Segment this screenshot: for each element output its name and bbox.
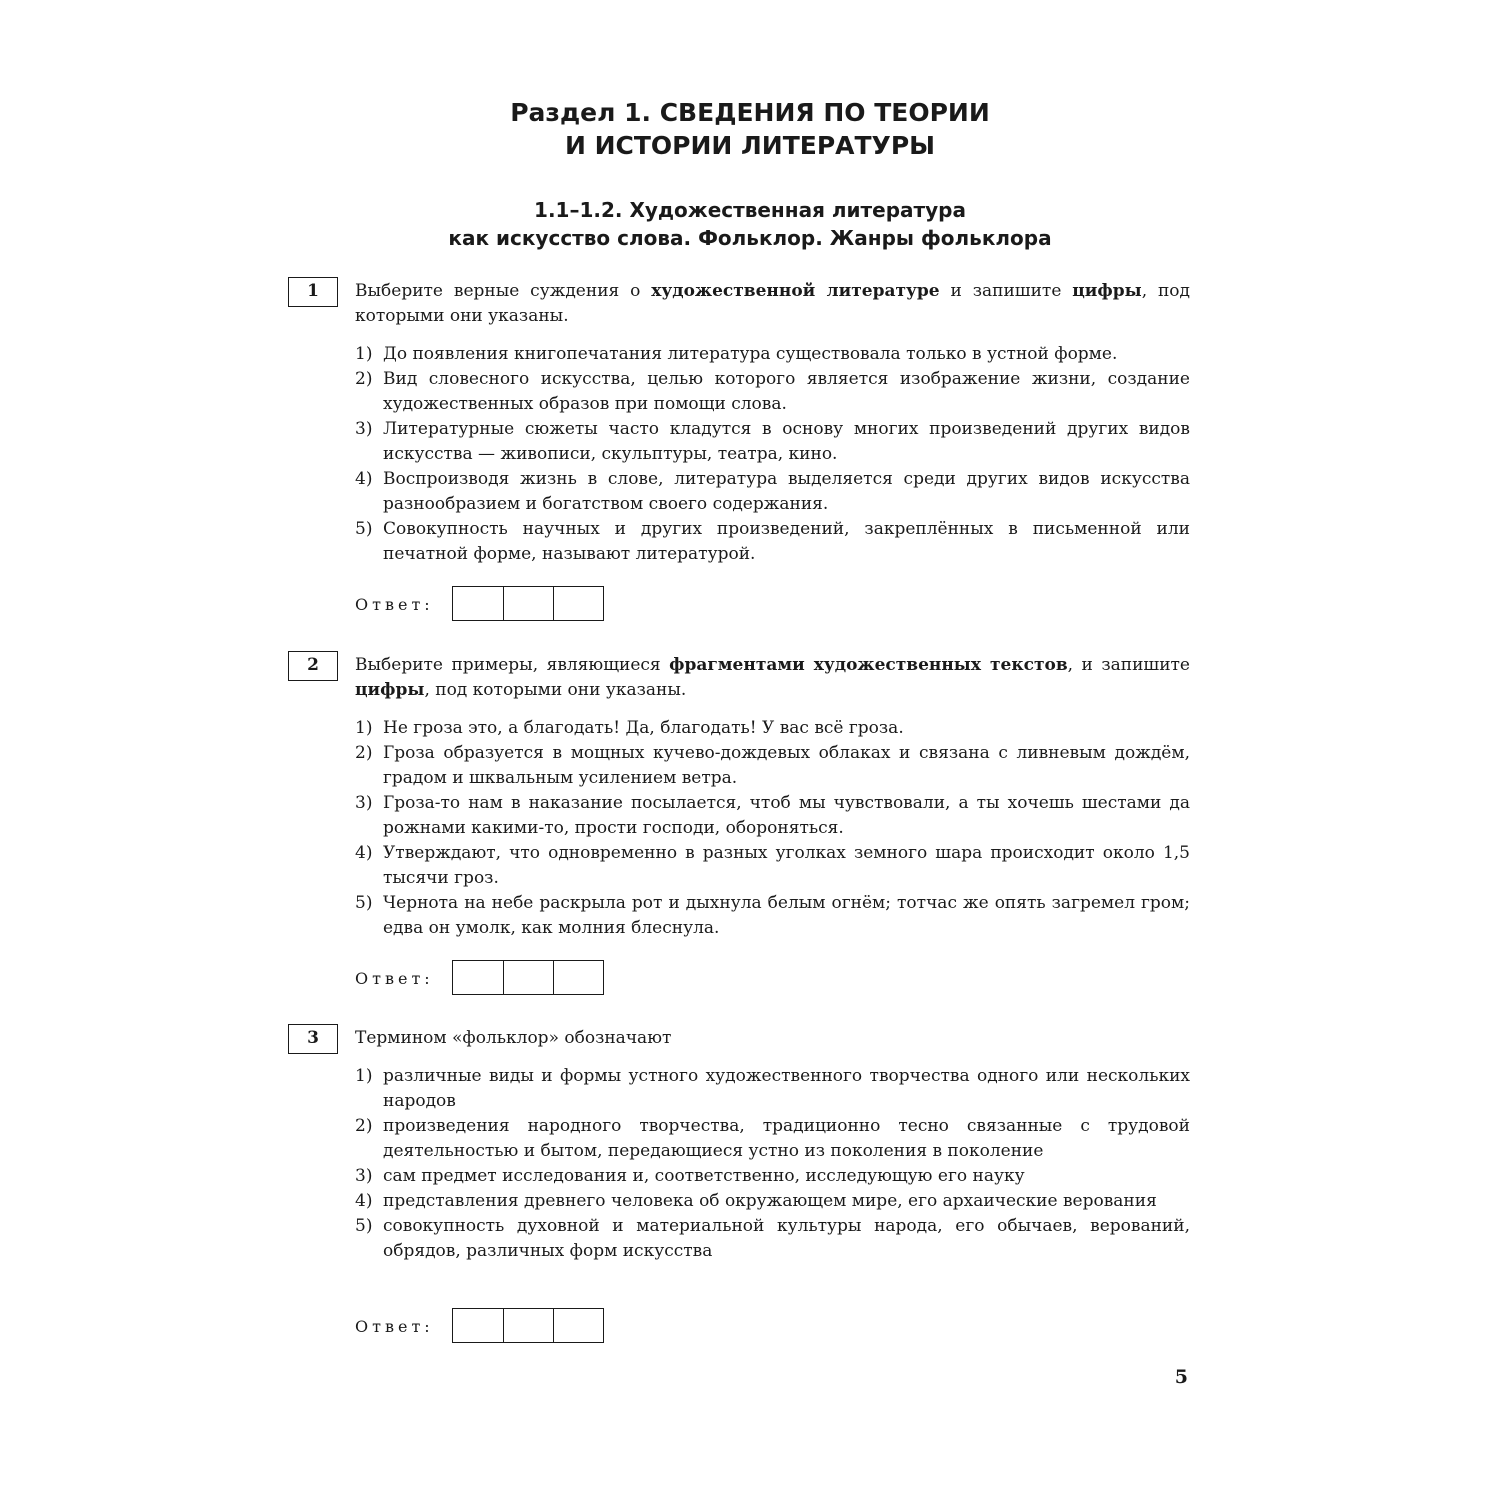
option-text: различные виды и формы устного художественного творчества одного или нескольких народов xyxy=(383,1066,1190,1111)
answer-boxes xyxy=(452,1308,604,1343)
option-item xyxy=(355,716,1190,741)
option-number: 3) xyxy=(355,793,373,813)
answer-cell[interactable] xyxy=(503,961,553,994)
options-list xyxy=(355,716,1190,941)
option-number: 1) xyxy=(355,1066,373,1086)
option-number: 5) xyxy=(355,519,373,539)
answer-cell[interactable] xyxy=(503,587,553,620)
option-text: Совокупность научных и других произведений, закреплённых в письменной или печатной форме, называют литературой. xyxy=(383,519,1190,564)
option-number: 3) xyxy=(355,1166,373,1186)
topic-heading-line-1: 1.1–1.2. Художественная литература xyxy=(534,198,966,222)
option-item xyxy=(355,1164,1190,1189)
answer-boxes xyxy=(452,960,604,995)
option-text: Гроза образуется в мощных кучево-дождевых облаках и связана с ливневым дождём, градом и шквальным усилением ветра. xyxy=(383,743,1190,788)
option-number: 4) xyxy=(355,1191,373,1211)
task-number-box: 1 xyxy=(288,277,338,307)
option-number: 4) xyxy=(355,469,373,489)
page-number: 5 xyxy=(1174,1366,1188,1388)
prompt-segment: Выберите верные суждения о xyxy=(355,281,652,301)
option-text: Литературные сюжеты часто кладутся в основу многих произведений других видов искусства — живописи, скульптуры, театра, кино. xyxy=(383,419,1190,464)
option-number: 5) xyxy=(355,1216,373,1236)
prompt-bold-segment: цифры xyxy=(355,680,425,700)
prompt-segment: Выберите примеры, являющиеся xyxy=(355,655,670,675)
answer-cell[interactable] xyxy=(503,1309,553,1342)
option-text: Чернота на небе раскрыла рот и дыхнула белым огнём; тотчас же опять загремел гром; едва он умолк, как молния блеснула. xyxy=(383,893,1190,938)
section-heading xyxy=(0,96,1500,162)
topic-heading xyxy=(0,196,1500,252)
options-list xyxy=(355,1064,1190,1264)
option-item xyxy=(355,517,1190,567)
prompt-segment: , под которыми они указаны. xyxy=(355,281,1190,326)
prompt-segment: Термином «фольклор» обозначают xyxy=(355,1028,672,1048)
task-prompt xyxy=(355,279,1190,329)
prompt-segment: и запишите xyxy=(939,281,1073,301)
option-number: 5) xyxy=(355,893,373,913)
option-item xyxy=(355,791,1190,841)
option-item xyxy=(355,1214,1190,1264)
option-number: 2) xyxy=(355,369,373,389)
option-item xyxy=(355,342,1190,367)
option-item xyxy=(355,417,1190,467)
option-item xyxy=(355,367,1190,417)
option-item xyxy=(355,891,1190,941)
option-text: Вид словесного искусства, целью которого является изображение жизни, создание художественных образов при помощи слова. xyxy=(383,369,1190,414)
prompt-bold-segment: цифры xyxy=(1072,281,1142,301)
option-number: 1) xyxy=(355,344,373,364)
option-number: 4) xyxy=(355,843,373,863)
prompt-segment: , под которыми они указаны. xyxy=(424,680,687,700)
prompt-segment: , и запишите xyxy=(1067,655,1190,675)
section-heading-line-1: Раздел 1. СВЕДЕНИЯ ПО ТЕОРИИ xyxy=(510,98,990,127)
option-number: 2) xyxy=(355,743,373,763)
option-text: произведения народного творчества, традиционно тесно связанные с трудовой деятельностью и бытом, передающиеся устно из поколения в поколение xyxy=(383,1116,1190,1161)
task-prompt xyxy=(355,653,1190,703)
option-item xyxy=(355,741,1190,791)
answer-cell[interactable] xyxy=(453,961,503,994)
option-text: представления древнего человека об окружающем мире, его архаические верования xyxy=(383,1191,1157,1211)
answer-cell[interactable] xyxy=(453,587,503,620)
option-text: Воспроизводя жизнь в слове, литература выделяется среди других видов искусства разнообразием и богатством своего содержания. xyxy=(383,469,1190,514)
option-number: 3) xyxy=(355,419,373,439)
answer-label: Ответ: xyxy=(355,969,434,988)
answer-boxes xyxy=(452,586,604,621)
answer-label: Ответ: xyxy=(355,595,434,614)
option-item xyxy=(355,1114,1190,1164)
task-number-box: 3 xyxy=(288,1024,338,1054)
prompt-bold-segment: художественной литературе xyxy=(651,281,940,301)
prompt-bold-segment: фрагментами художественных текстов xyxy=(669,655,1068,675)
options-list xyxy=(355,342,1190,567)
option-text: сам предмет исследования и, соответственно, исследующую его науку xyxy=(383,1166,1025,1186)
option-text: совокупность духовной и материальной культуры народа, его обычаев, верований, обрядов, различных форм искусства xyxy=(383,1216,1190,1261)
answer-cell[interactable] xyxy=(553,961,603,994)
answer-label: Ответ: xyxy=(355,1317,434,1336)
section-heading-line-2: И ИСТОРИИ ЛИТЕРАТУРЫ xyxy=(564,131,936,160)
option-text: До появления книгопечатания литература существовала только в устной форме. xyxy=(383,344,1118,364)
option-number: 1) xyxy=(355,718,373,738)
topic-heading-line-2: как искусство слова. Фольклор. Жанры фольклора xyxy=(448,226,1052,250)
option-text: Не гроза это, а благодать! Да, благодать! У вас всё гроза. xyxy=(383,718,904,738)
task-prompt xyxy=(355,1026,1190,1051)
option-text: Утверждают, что одновременно в разных уголках земного шара происходит около 1,5 тысячи гроз. xyxy=(383,843,1190,888)
option-number: 2) xyxy=(355,1116,373,1136)
task-number-box: 2 xyxy=(288,651,338,681)
option-item xyxy=(355,467,1190,517)
answer-cell[interactable] xyxy=(553,587,603,620)
answer-cell[interactable] xyxy=(453,1309,503,1342)
answer-cell[interactable] xyxy=(553,1309,603,1342)
option-item xyxy=(355,841,1190,891)
option-item xyxy=(355,1189,1190,1214)
option-text: Гроза-то нам в наказание посылается, чтоб мы чувствовали, а ты хочешь шестами да рожнами какими-то, прости господи, обороняться. xyxy=(383,793,1190,838)
option-item xyxy=(355,1064,1190,1114)
